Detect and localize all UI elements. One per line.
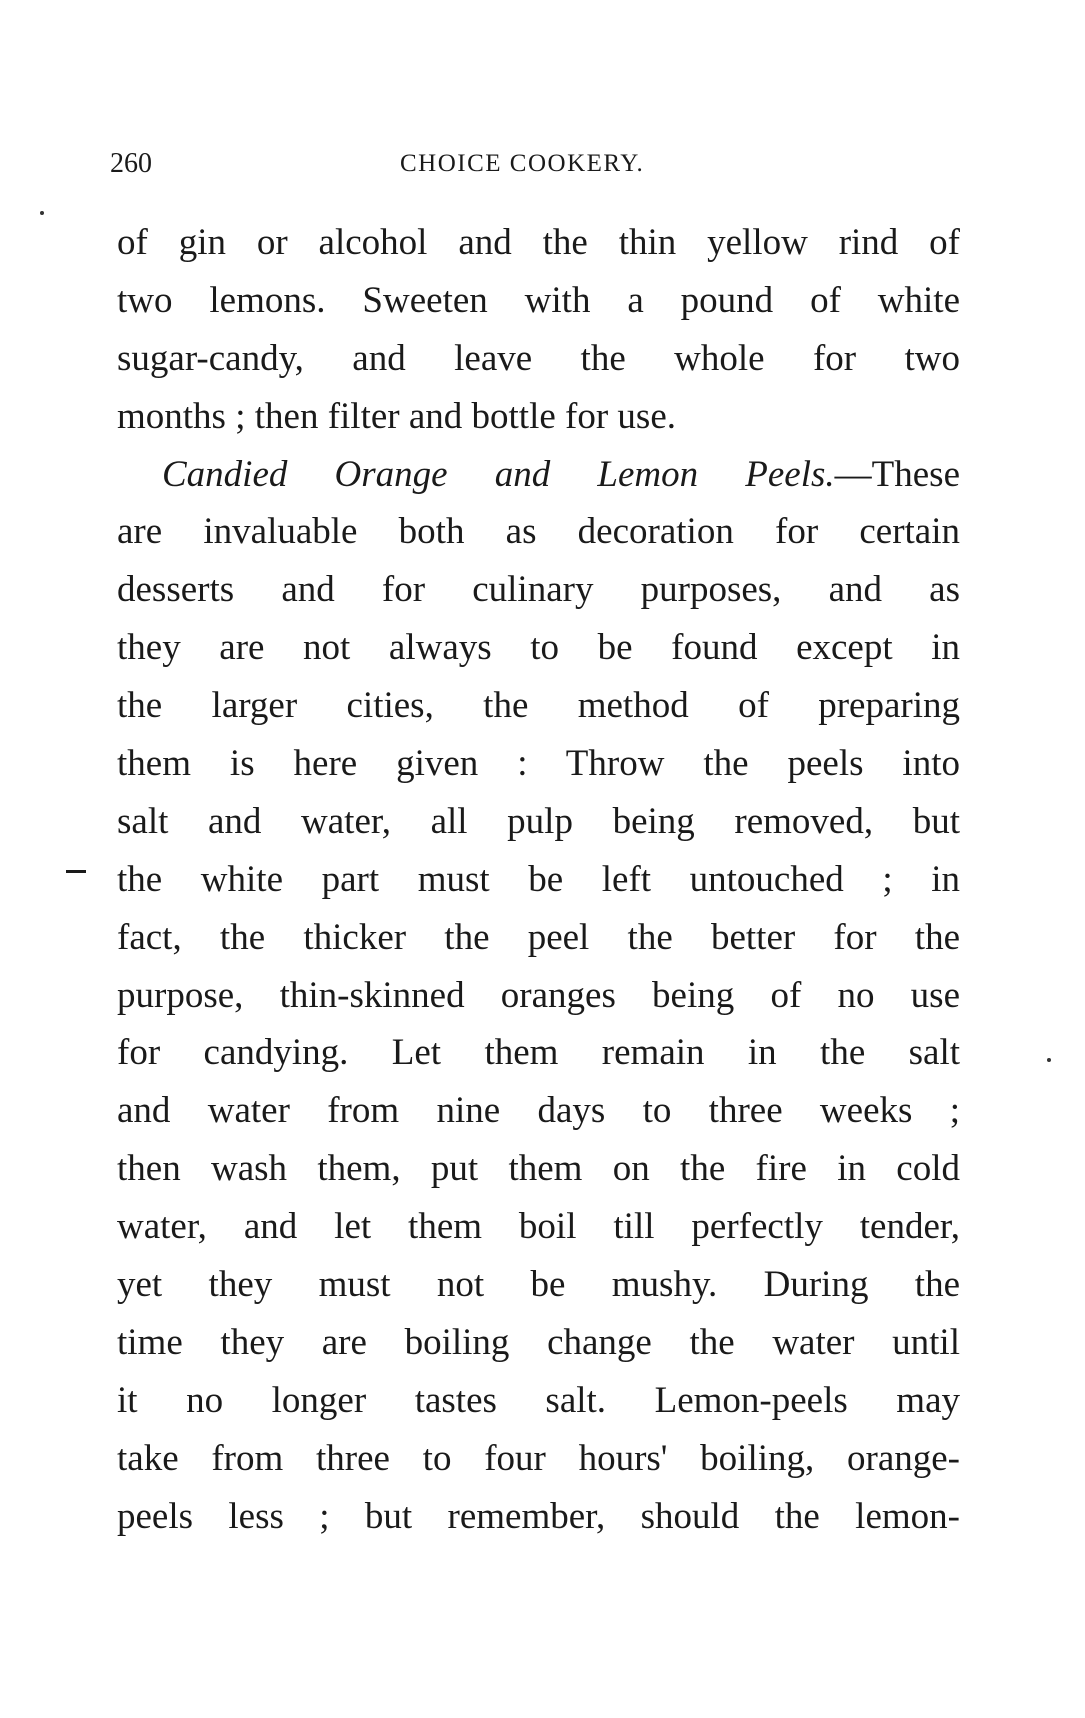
text-line: of gin or alcohol and the thin yellow rind of xyxy=(117,222,960,263)
text-line: are invaluable both as decoration for certain xyxy=(117,511,960,553)
text-line: the larger cities, the method of preparing xyxy=(117,685,960,727)
text-line: desserts and for culinary purposes, and as xyxy=(117,569,960,611)
text-line: salt and water, all pulp being removed, but xyxy=(117,800,960,842)
text-line: them is here given : Throw the peels into xyxy=(117,743,960,785)
text-line: fact, the thicker the peel the better for the xyxy=(117,916,960,958)
page-number: 260 xyxy=(110,148,152,179)
section-heading-line xyxy=(117,446,960,504)
text-line: it no longer tastes salt. Lemon-peels may xyxy=(117,1379,960,1421)
print-speck xyxy=(1047,1058,1051,1062)
text-line: months ; then filter and bottle for use. xyxy=(117,395,676,437)
page-header xyxy=(110,148,960,188)
text-line: for candying. Let them remain in the salt xyxy=(117,1032,960,1074)
text-line: water, and let them boil till perfectly tender, xyxy=(117,1206,960,1248)
print-speck xyxy=(40,211,44,215)
text-line: two lemons. Sweeten with a pound of white xyxy=(117,279,960,321)
text-line: sugar-candy, and leave the whole for two xyxy=(117,337,960,379)
text-line: take from three to four hours' boiling, orange- xyxy=(117,1437,960,1479)
text-line: then wash them, put them on the fire in cold xyxy=(117,1148,960,1190)
margin-mark xyxy=(66,870,86,873)
text-line: yet they must not be mushy. During the xyxy=(117,1264,960,1306)
text-line: time they are boiling change the water until xyxy=(117,1321,960,1363)
section-title: Candied Orange and Lemon Peels. xyxy=(162,453,835,495)
text-line: the white part must be left untouched ; in xyxy=(117,858,960,900)
text-line: peels less ; but remember, should the lemon- xyxy=(117,1495,960,1537)
text-line: they are not always to be found except in xyxy=(117,627,960,669)
body-text xyxy=(117,214,960,1545)
section-title-continuation: —These xyxy=(834,453,960,495)
text-line: and water from nine days to three weeks ; xyxy=(117,1090,960,1132)
text-line: purpose, thin-skinned oranges being of no use xyxy=(117,974,960,1016)
running-head: CHOICE COOKERY. xyxy=(400,150,645,177)
